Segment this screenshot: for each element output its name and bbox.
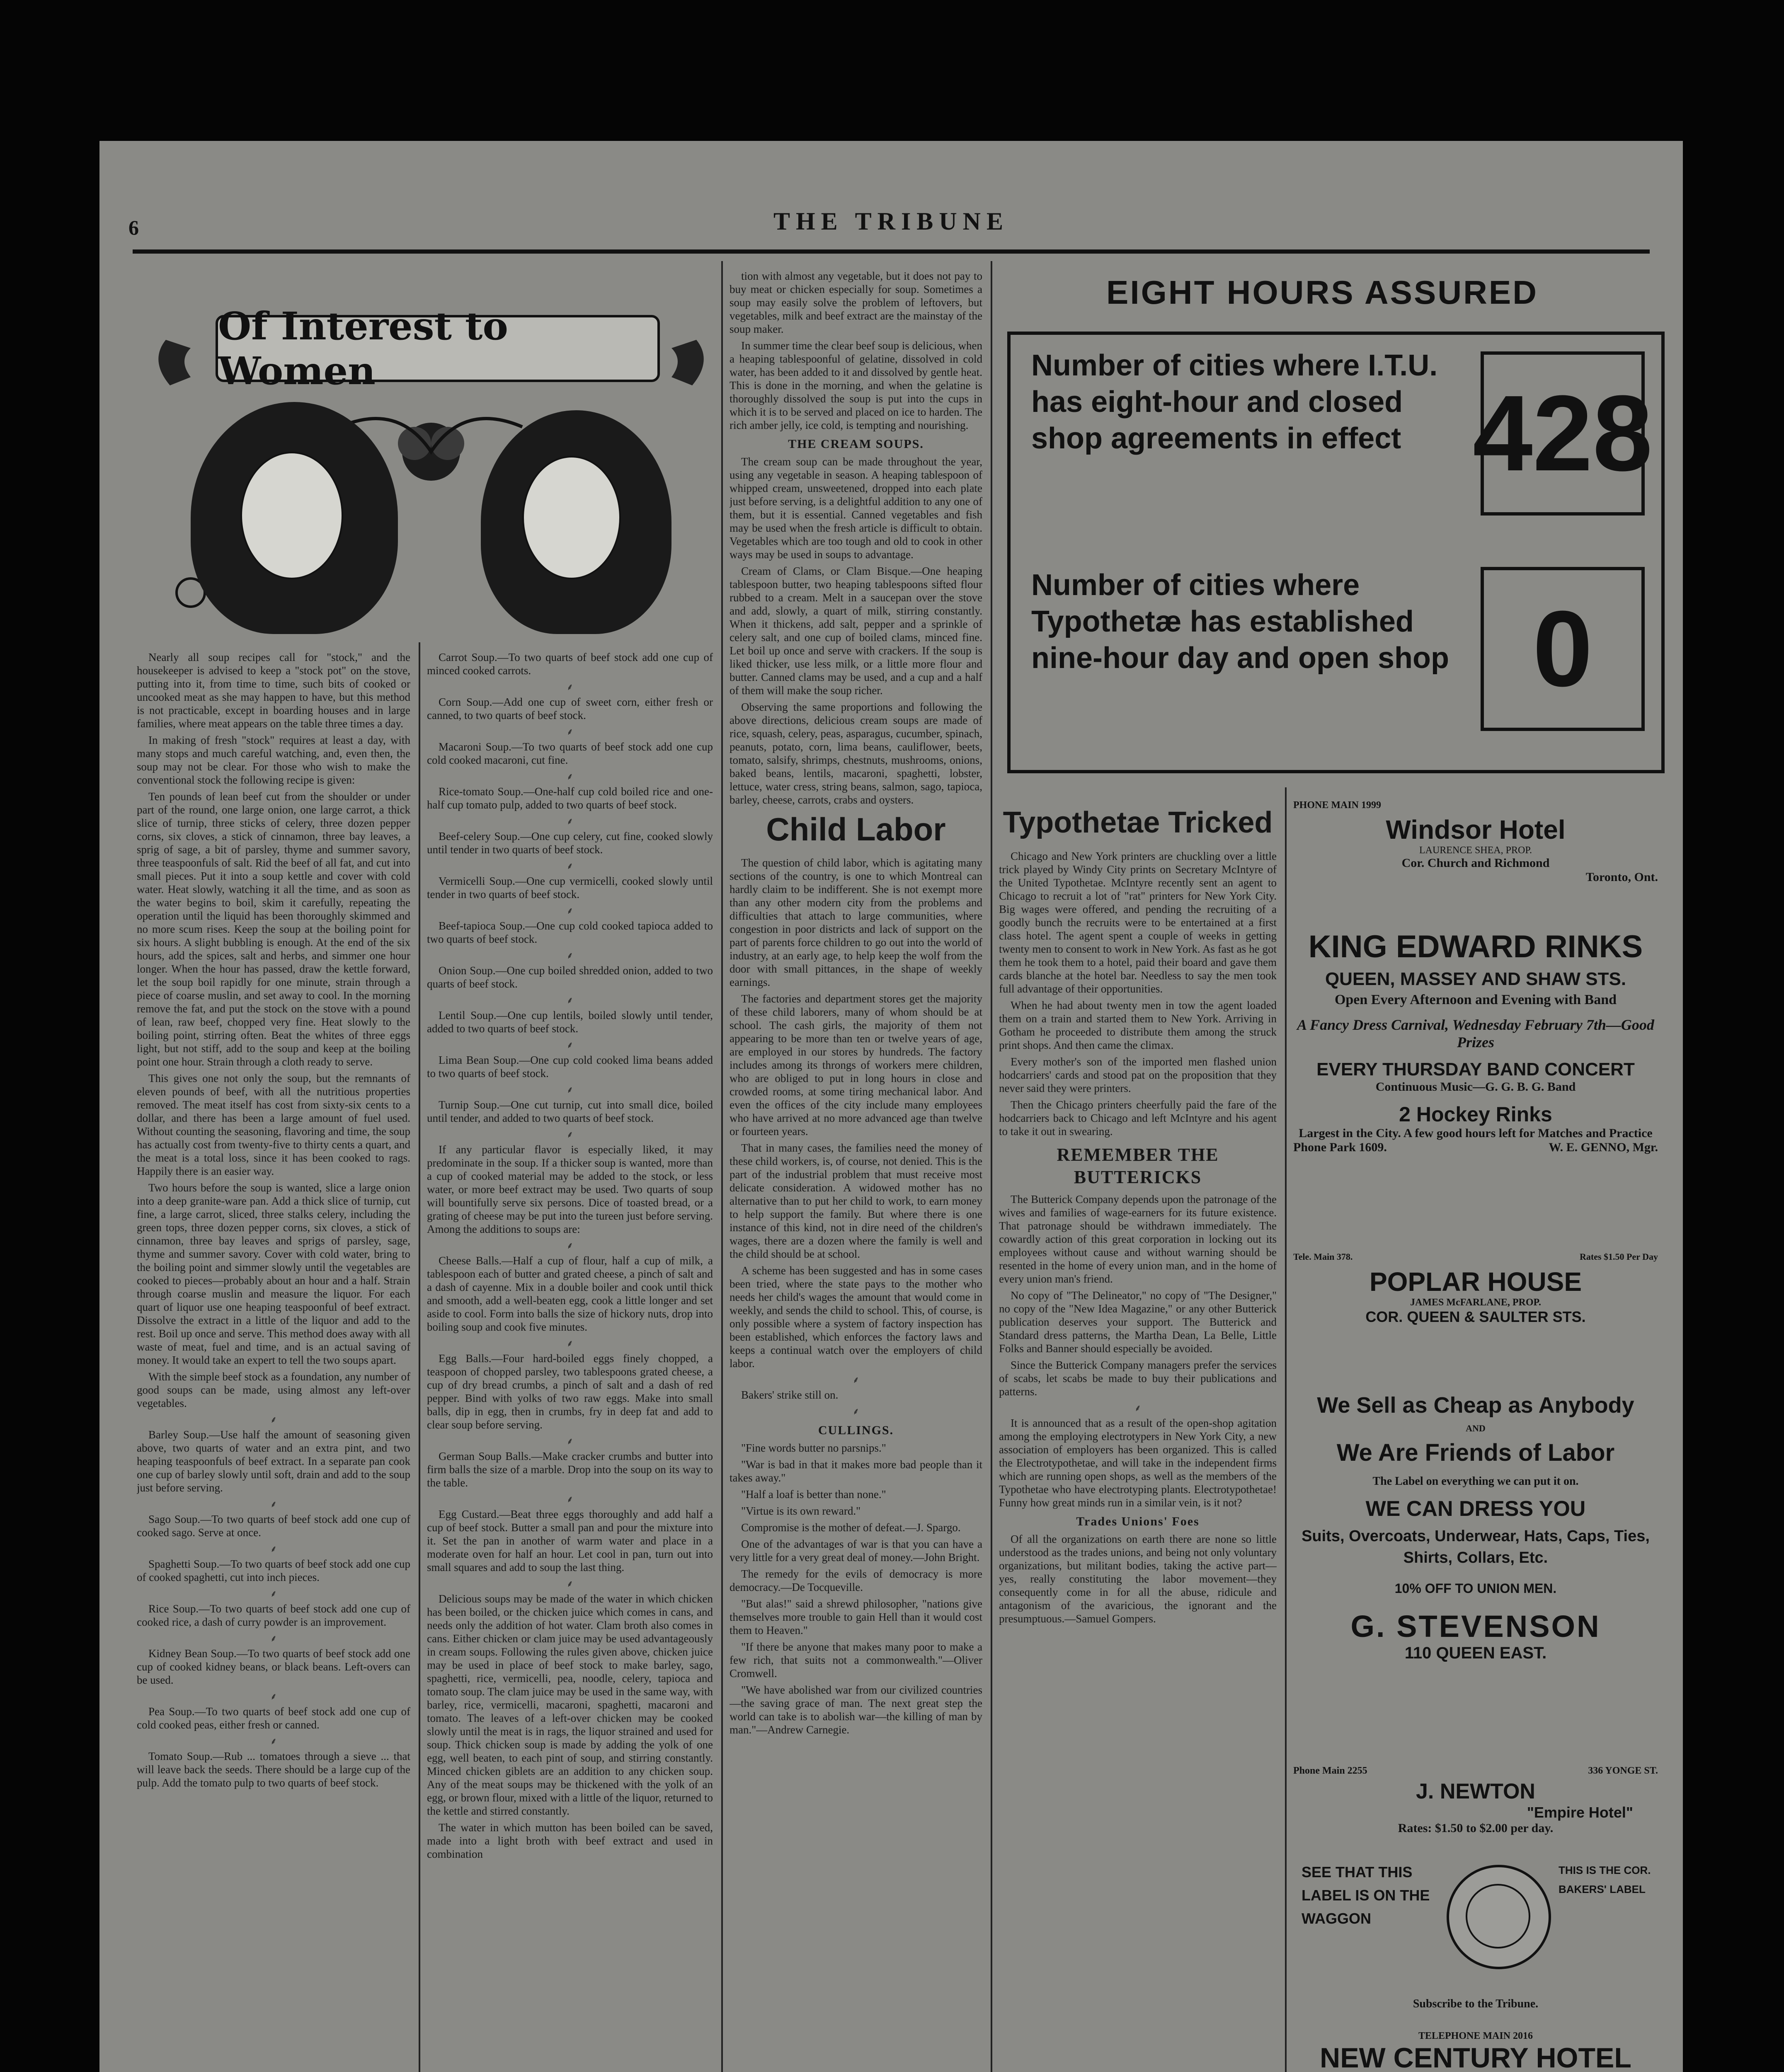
article-paragraph: Nearly all soup recipes call for "stock," and the housekeeper is advised to keep a "stock pot" on the stove, putting into it, from time to time, such bits of cooked or uncooked meat as she may happen to have, but this method is not practicable, except in boarding houses and in large families, where meat appears on the table three times a day. — [137, 651, 410, 730]
separator: ⸙ — [566, 950, 574, 961]
article-paragraph: It is announced that as a result of the open-shop agitation among the employing electrotypers in New York City, a new association of employers has been organized. This is called the Electrotypothetae, and will take in the independent firms which are running open shops, as well as the members of the Typothetae who have electrotyping plants. Electrotypothetae! Funny how great minds run in a similar vein, is it not? — [999, 1417, 1277, 1509]
subscribe-note — [1293, 1997, 1658, 2018]
nine-hour-cities-count: 0 — [1481, 567, 1645, 731]
article-paragraph: Chicago and New York printers are chuckling over a little trick played by Windy City prints on Secretary McIntyre of the United Typothetae. McIntyre recently sent an agent to Chicago to recruit a lot of "rat" printers for New York City. Big wages were offered, and pending the recruiting of a goodly bunch the recruits were to be entertained at a first class hotel. The agent spent a couple of weeks in getting twenty men to consent to work in New York. As fast as he got them he took them to a hotel, paid their board and gave them cards blanche at the hotel bar. Needless to say the men took full advantage of their opportunities. — [999, 850, 1277, 995]
article-paragraph: Then the Chicago printers cheerfully paid the fare of the hodcarriers back to Chicago and left McIntyre and his agent to take it out in swearing. — [999, 1099, 1277, 1138]
rinks-hockey-note: Largest in the City. A few good hours left for Matches and Practice — [1299, 1126, 1653, 1140]
culling-item: "Virtue is its own reward." — [741, 1505, 861, 1517]
article-paragraph: Every mother's son of the imported men flashed union hodcarriers' cards and stood pat on the proposition that they never said they were printers. — [999, 1055, 1277, 1094]
woman-face-right — [522, 456, 621, 579]
newton-address: 336 YONGE ST. — [1588, 1765, 1658, 1776]
recipe-paragraph: Lentil Soup.—One cup lentils, boiled slowly until tender, added to two quarts of beef stock. — [427, 1009, 713, 1035]
article-paragraph: Of all the organizations on earth there are none so little understood as the trades unions, and being not only voluntary organizations, but militant bodies, taking the active part—yes, really constituting the labor movement—they consequently come in for all the abuse, ridicule and antagonism of the avaricious, the ignorant and the presumptuous.—Samuel Gompers. — [999, 1533, 1277, 1625]
strike-note: Bakers' strike still on. — [741, 1389, 839, 1401]
recipe-paragraph: Onion Soup.—One cup boiled shredded onion, added to two quarts of beef stock. — [427, 964, 713, 990]
poplar-tel: Tele. Main 378. — [1293, 1251, 1353, 1262]
culling-item: "Fine words butter no parsnips." — [741, 1442, 886, 1454]
article-paragraph: When he had about twenty men in tow the agent loaded them on a train and started them to New York. Arriving in Gotham he proceeded to distribute them among the struck print shops. And then came the climax. — [999, 999, 1277, 1051]
butterick-headline: REMEMBER THE BUTTERICKS — [1057, 1145, 1219, 1187]
separator: ⸙ — [566, 1040, 574, 1050]
banner-title: Of Interest to Women — [216, 315, 660, 382]
article-paragraph: Ten pounds of lean beef cut from the shoulder or under part of the round, one large onion, one large carrot, a thick slice of turnip, three sticks of celery, three dozen pepper corns, six cloves, a stick of cinnamon, three bay leaves, a sprig of sage, a bit of parsley, thyme and summer savory, three teaspoonfuls of salt. Rid the beef of all fat, and cut into small pieces. Put it into a soup kettle and cover with cold water. Heat slowly, watching it all the time, and as soon as the water begins to boil, skim it carefully, repeating the operation until the liquid has been thoroughly skimmed and no more scum rises. Keep the soup at the boiling point for six hours. A slight bubbling is enough. At the end of the six hours, add the spices, salt and herbs, and simmer one hour longer. When the hour has passed, draw the kettle forward, let the soup boil rapidly for one minute, strain through a piece of coarse muslin, and set away to cool. In the morning remove the fat, and put the stock on the stove with a pound of lean, raw beef, chopped very fine. Heat slowly to the boiling point, stirring often. Beat the whites of three eggs light, but not stiff, add to the soup and keep at the boiling point one hour. Strain through a cloth ready to serve. — [137, 790, 410, 1068]
recipe-paragraph: Turnip Soup.—One cut turnip, cut into small dice, boiled until tender, and added to two quarts of beef stock. — [427, 1099, 713, 1124]
running-head: THE TRIBUNE — [773, 208, 1009, 235]
label-notice-right: THIS IS THE COR. BAKERS' LABEL — [1559, 1864, 1651, 1895]
stevenson-label: The Label on everything we can put it on. — [1372, 1475, 1579, 1488]
separator: ⸙ — [270, 1588, 277, 1599]
separator: ⸙ — [270, 1736, 277, 1746]
article-paragraph: The factories and department stores get the majority of these child laborers, many of whom should be at school. The cash girls, the majority of them not appearing to be more than ten or twelve years of age, are employed in our stores by hundreds. The factory includes among its throngs of workers mere children, who are obliged to put in long hours in close and crowded rooms, at some tiring mechanical labor. And even the offices of the city include many employees who have arrived at no more advanced age than twelve or fourteen years. — [730, 992, 982, 1138]
article-paragraph: A scheme has been suggested and has in some cases been tried, where the state pays to the mother who needs her child's wages the amount that would come in weekly, and sends the child to school. This, of course, is only possible where a system of factory inspection has been established, which enforces the factory laws and keeps a continual watch over the employers of child labor. — [730, 1264, 982, 1370]
article-paragraph: In summer time the clear beef soup is delicious, when a heaping tablespoonful of gelatine, dissolved in cold water, has been added to it and dissolved by gentle heat. This is done in the morning, and when the gelatine is thoroughly dissolved the soup is put into the cups in which it is to be served and placed on ice to harden. The rich amber jelly, ice cold, is tempting and nourishing. — [730, 339, 982, 431]
page-number: 6 — [128, 216, 139, 239]
newspaper-page — [99, 141, 1683, 2072]
recipe-paragraph: Cheese Balls.—Half a cup of flour, half a cup of milk, a tablespoon each of butter and grated cheese, a pinch of salt and a dash of cayenne. Mix in a double boiler and cook until thick and smooth, add a well-beaten egg, cook a little longer and set aside to cool. Form into balls the size of hickory nuts, drop into boiling soup and cook five minutes. — [427, 1254, 713, 1333]
separator: ⸙ — [566, 1578, 574, 1589]
recipe-paragraph: Kidney Bean Soup.—To two quarts of beef stock add one cup of cooked kidney beans, or black beans. Left-overs can be used. — [137, 1647, 410, 1686]
separator: ⸙ — [852, 1375, 860, 1385]
recipe-paragraph: Macaroni Soup.—To two quarts of beef stock add one cup cold cooked macaroni, cut fine. — [427, 741, 713, 766]
column-rule — [1285, 787, 1287, 2072]
culling-item: The remedy for the evils of democracy is more democracy.—De Tocqueville. — [730, 1568, 982, 1593]
recipe-paragraph: Rice-tomato Soup.—One-half cup cold boiled rice and one-half cup tomato pulp, added to two quarts of beef stock. — [427, 785, 713, 811]
article-paragraph: With the simple beef stock as a foundation, any number of good soups can be made, using almost any left-over vegetables. — [137, 1370, 410, 1409]
article-paragraph: The question of child labor, which is agitating many sections of the country, is one to which Montreal can hardly claim to be indifferent. She is not exempt more than any other modern city from the problems and difficulties that attach to large communities, where congestion in poor districts and lack of support on the part of parents force children to go out into the world of industry, at an early age, to help keep the wolf from the door with small pittances, in the shape of weekly earnings. — [730, 857, 982, 988]
article-paragraph: The cream soup can be made throughout the year, using any vegetable in season. A heaping tablespoon of whipped cream, unsweetened, dropped into each plate just before serving, is a delightful addition to any one of them, but it is essential. Canned vegetables and fish may be used when the fresh article is difficult to obtain. Vegetables which are too tough and old to cook in other ways may be used in soups to advantage. — [730, 455, 982, 561]
separator: ⸙ — [566, 1240, 574, 1251]
new-century-hotel-ad — [1293, 2031, 1658, 2072]
column-rule — [419, 642, 420, 2072]
culling-item: "If there be anyone that makes many poor to make a few rich, that suits not a commonwealth."—Oliver Cromwell. — [730, 1641, 982, 1680]
poplar-prop: JAMES McFARLANE, PROP. — [1410, 1297, 1541, 1308]
cream-soups-heading: THE CREAM SOUPS. — [788, 437, 924, 451]
recipe-paragraph: Egg Custard.—Beat three eggs thoroughly and add half a cup of beef stock. Butter a small pan and pour the mixture into it. Set the pan in another of warm water and place in a moderate oven for half an hour. Let cool in pan, turn out into small squares and add to soup the last thing. — [427, 1508, 713, 1573]
separator: ⸙ — [566, 1084, 574, 1095]
subscribe-text: Subscribe to the Tribune. — [1413, 1997, 1539, 2010]
rinks-phone: Phone Park 1609. — [1293, 1140, 1387, 1154]
rinks-hours: Open Every Afternoon and Evening with Band — [1334, 992, 1617, 1007]
culling-item: "We have abolished war from our civilized countries—the saving grace of man. The next great step the world can take is to abolish war—the killing of man by man."—Andrew Carnegie. — [730, 1684, 982, 1736]
bakers-union-label — [1447, 1865, 1551, 1969]
column-rule — [991, 261, 992, 2072]
trades-unions-foes-heading: Trades Unions' Foes — [1076, 1515, 1200, 1528]
stevenson-ad — [1293, 1384, 1658, 1757]
separator: ⸙ — [852, 1406, 860, 1416]
separator: ⸙ — [270, 1499, 277, 1509]
windsor-name: Windsor Hotel — [1386, 815, 1566, 845]
separator: ⸙ — [566, 726, 574, 737]
stevenson-line1: We Sell as Cheap as Anybody — [1317, 1393, 1634, 1418]
separator: ⸙ — [566, 905, 574, 916]
recipe-paragraph: Carrot Soup.—To two quarts of beef stock add one cup of minced cooked carrots. — [427, 651, 713, 677]
separator: ⸙ — [566, 1494, 574, 1504]
recipe-paragraph: Tomato Soup.—Rub ... tomatoes through a sieve ... that will leave back the seeds. There should be a large cup of the pulp. Add the tomato pulp to two quarts of beef stock. — [137, 1750, 410, 1789]
article-paragraph: This gives one not only the soup, but the remnants of eleven pounds of beef, with all the nutritious properties removed. The meat itself has cost from sixty-six cents to a dollar, and there has been a large amount of fuel used. Without counting the seasoning, flavoring and time, the soup has actually cost from twenty-five to thirty cents a quart, and the meat is a total loss, since it has been cooked to rags. Happily there is an easier way. — [137, 1072, 410, 1177]
article-paragraph: Since the Butterick Company managers prefer the services of scabs, let scabs be made to buy their publications and patterns. — [999, 1359, 1277, 1398]
poplar-header — [1293, 1251, 1658, 1262]
poplar-rate: Rates $1.50 Per Day — [1580, 1251, 1658, 1262]
recipe-paragraph: Vermicelli Soup.—One cup vermicelli, cooked slowly until tender in two quarts of beef stock. — [427, 875, 713, 900]
rinks-location: QUEEN, MASSEY AND SHAW STS. — [1325, 969, 1626, 989]
child-labor-headline: Child Labor — [766, 811, 946, 847]
typothetae-headline: Typothetae Tricked — [1003, 806, 1273, 839]
poplar-name: POPLAR HOUSE — [1369, 1267, 1582, 1297]
rinks-concert: EVERY THURSDAY BAND CONCERT — [1316, 1059, 1635, 1080]
newton-header — [1293, 1765, 1658, 1777]
soup-recipes-column-2 — [427, 651, 713, 2072]
windsor-address: Cor. Church and Richmond — [1401, 856, 1550, 870]
rinks-footer — [1293, 1140, 1658, 1155]
stevenson-discount: 10% OFF TO UNION MEN. — [1394, 1581, 1557, 1596]
recipe-paragraph: Beef-tapioca Soup.—One cup cold cooked tapioca added to two quarts of beef stock. — [427, 920, 713, 945]
stevenson-line2: We Are Friends of Labor — [1336, 1439, 1615, 1466]
windsor-prop: LAURENCE SHEA, PROP. — [1419, 845, 1532, 856]
separator: ⸙ — [270, 1544, 277, 1554]
article-paragraph: Two hours before the soup is wanted, slice a large onion into a deep granite-ware pan. Add a thick slice of turnip, cut fine, a large carrot, sliced, three stalks celery, including the green tops, three dozen pepper corns, six cloves, a stick of cinnamon, three bay leaves and sprigs of parsley, sage, thyme and summer savory. Cover with cold water, bring to the boiling point and simmer slowly until the vegetables are cooked to pieces—probably about an hour and a half. Strain through coarse muslin and measure the liquor. For each quart of liquor use one heaping teaspoonful of beef extract. Dissolve the extract in a little of the liquor and add to the rest. Boil up once and serve. This method does away with all waste of meat, fuel and time, and is an actual saving of money. It would take an expert to tell the two soups apart. — [137, 1181, 410, 1366]
recipe-paragraph: The water in which mutton has been boiled can be saved, made into a light broth with beef extract and used in combination — [427, 1821, 713, 1860]
article-paragraph: tion with almost any vegetable, but it does not pay to buy meat or chicken especially for soup. Sometimes a soup may easily solve the problem of leftovers, but vegetables, milk and beef extract are the mainstay of the soup maker. — [730, 270, 982, 335]
woman-face-left — [240, 452, 343, 579]
newton-ad — [1293, 1765, 1658, 1857]
recipe-paragraph: If any particular flavor is especially liked, it may predominate in the soup. If a thicker soup is wanted, more than a cup of cooked material may be added to the stock, or less water, or more beef extract may be used. Two quarts of soup will bountifully serve six persons. Dice of toasted bread, or a grating of cheese may be put into the tureen just before serving. Among the additions to soups are: — [427, 1143, 713, 1235]
column-rule — [721, 261, 723, 2072]
recipe-paragraph: Barley Soup.—Use half the amount of seasoning given above, two quarts of water and an extra pint, and two heaping teaspoonfuls of beef extract. In a separate pan cook one cup of barley slowly until soft, drain and add to the soup just before serving. — [137, 1428, 410, 1494]
label-notice-left: SEE THAT THIS LABEL IS ON THE WAGGON — [1302, 1864, 1430, 1927]
article-paragraph: Observing the same proportions and following the above directions, delicious cream soups are made of rice, squash, celery, peas, asparagus, cucumber, spinach, peanuts, potato, corn, lima beans, cauliflower, beets, tomato, salsify, shrimps, chestnuts, mushrooms, onions, baked beans, lentils, macaroni, spaghetti, lobster, lettuce, water cress, string beans, salmon, sago, tapioca, barley, cheese, carrots, crabs and oysters. — [730, 701, 982, 806]
culling-item: "War is bad in that it makes more bad people than it takes away." — [730, 1458, 982, 1484]
rinks-manager: W. E. GENNO, Mgr. — [1549, 1140, 1658, 1154]
culling-item: Compromise is the mother of defeat.—J. Spargo. — [741, 1521, 961, 1534]
article-paragraph: No copy of "The Delineator," no copy of "The Designer," no copy of the "New Idea Magazine," or any other Butterick publication deserves your support. The Butterick and Standard dress patterns, the Martha Dean, La Belle, Little Folks and Banner should especially be avoided. — [999, 1289, 1277, 1355]
separator: ⸙ — [566, 771, 574, 782]
masthead-rule — [133, 249, 1650, 254]
stevenson-name: G. STEVENSON — [1350, 1609, 1601, 1644]
separator: ⸙ — [270, 1414, 277, 1425]
stevenson-address: 110 QUEEN EAST. — [1404, 1644, 1547, 1662]
recipe-paragraph: Pea Soup.—To two quarts of beef stock add one cup of cold cooked peas, either fresh or canned. — [137, 1705, 410, 1731]
separator: ⸙ — [566, 1436, 574, 1446]
separator: ⸙ — [566, 861, 574, 871]
culling-item: "But alas!" said a shrewd philosopher, "nations give themselves more trouble to gain Hell than it would cost them to Heaven." — [730, 1598, 982, 1636]
eight-hour-cities-text: Number of cities where I.T.U. has eight-hour and closed shop agreements in effect — [1031, 349, 1438, 455]
union-label-seal — [1466, 1884, 1530, 1949]
stevenson-and: AND — [1466, 1423, 1486, 1433]
king-edward-rinks-ad — [1293, 928, 1658, 1243]
newton-name: J. NEWTON — [1416, 1779, 1535, 1803]
newton-rates: Rates: $1.50 to $2.00 per day. — [1398, 1821, 1554, 1835]
separator: ⸙ — [566, 1129, 574, 1140]
recipe-paragraph: Lima Bean Soup.—One cup cold cooked lima beans added to two quarts of beef stock. — [427, 1054, 713, 1080]
recipe-paragraph: Corn Soup.—Add one cup of sweet corn, either fresh or canned, to two quarts of beef stock. — [427, 696, 713, 721]
typothetae-column — [999, 800, 1277, 2072]
century-phone: TELEPHONE MAIN 2016 — [1418, 2031, 1533, 2041]
stevenson-items: Suits, Overcoats, Underwear, Hats, Caps, Ties, Shirts, Collars, Etc. — [1302, 1527, 1650, 1566]
cullings-heading: CULLINGS. — [818, 1423, 894, 1437]
separator: ⸙ — [566, 995, 574, 1005]
rinks-hockey: 2 Hockey Rinks — [1399, 1103, 1552, 1126]
recipe-paragraph: Egg Balls.—Four hard-boiled eggs finely chopped, a teaspoon of chopped parsley, two tablespoons grated cheese, a cup of dry bread crumbs, a pinch of salt and a dash of red pepper. Bind with yolks of two raw eggs. Make into small balls, dip in egg, then in crumbs, fry in deep fat and add to clear soup before serving. — [427, 1352, 713, 1431]
eight-hours-box — [1007, 332, 1665, 773]
poplar-address: COR. QUEEN & SAULTER STS. — [1365, 1308, 1586, 1325]
recipe-paragraph: Spaghetti Soup.—To two quarts of beef stock add one cup of cooked spaghetti, cut into inch pieces. — [137, 1558, 410, 1583]
women-banner — [141, 278, 721, 642]
culling-item: One of the advantages of war is that you can have a very little for a very great deal of money.—John Bright. — [730, 1538, 982, 1564]
recipe-paragraph: Delicious soups may be made of the water in which chicken has been boiled, or the chicken juice which comes in cans, and needs only the addition of hot water. Clam broth also comes in cans. Either chicken or clam juice may be used advantageously in cream soups. Following the rules given above, chicken juice may be used in place of beef stock to make barley, sago, spaghetti, rice, vermicelli, pea, noodle, celery, tapioca and tomato soup. The clam juice may be used in the same way, with barley, rice, vermicelli, macaroni, spaghetti, macaroni and tomato. The leaves of a left-over chicken may be cooked slowly until the meat is in rags, the liquor strained and used for soup. Thick chicken soup is made by adding the yolk of one egg, well beaten, to each pint of soup, and stirring constantly. Minced chicken giblets are an addition to any chicken soup. Any of the meat soups may be thickened with the yolk of an egg, or brown flour, mixed with a little of the liquor, returned to the kettle and stirred constantly. — [427, 1593, 713, 1817]
separator: ⸙ — [566, 682, 574, 692]
eight-hours-heading: EIGHT HOURS ASSURED — [1106, 274, 1538, 311]
cream-soups-and-child-labor-column — [730, 269, 982, 2072]
article-paragraph: In making of fresh "stock" requires at least a day, with many stops and much careful watching, and, even then, the soup may not be clear. For those who wish to make the conventional stock the following recipe is given: — [137, 734, 410, 786]
recipe-paragraph: German Soup Balls.—Make cracker crumbs and butter into firm balls the size of a marble. Drop into the soup on its way to the table. — [427, 1450, 713, 1489]
union-label-notice-right — [1559, 1861, 1658, 1968]
century-name: NEW CENTURY HOTEL — [1320, 2042, 1631, 2072]
windsor-city: Toronto, Ont. — [1585, 870, 1658, 884]
rinks-name: KING EDWARD RINKS — [1308, 929, 1643, 964]
separator: ⸙ — [566, 816, 574, 826]
poplar-house-ad — [1293, 1251, 1658, 1376]
separator: ⸙ — [566, 1338, 574, 1348]
article-paragraph: Cream of Clams, or Clam Bisque.—One heaping tablespoon butter, two heaping tablespoons sifted flour rubbed to a cream. Melt in a saucepan over the stove and add, slowly, a quart of milk, stirring constantly. When it thickens, add salt, pepper and a sprinkle of celery salt, and one cup of boiled clams, minced fine. Let boil up once and serve with crackers. If the soup is liked thicker, use less milk, or a little more flour and butter. Canned clams may be used, and a cup and a half of them will make the soup richer. — [730, 565, 982, 697]
rinks-carnival: A Fancy Dress Carnival, Wednesday February 7th—Good Prizes — [1297, 1017, 1654, 1051]
recipe-paragraph: Rice Soup.—To two quarts of beef stock add one cup of cooked rice, a dash of curry powder is an improvement. — [137, 1602, 410, 1628]
nine-hour-cities-text: Number of cities where Typothetæ has established nine-hour day and open shop — [1031, 569, 1449, 675]
newton-hotel: "Empire Hotel" — [1527, 1804, 1633, 1821]
eight-hour-cities-count: 428 — [1481, 351, 1645, 516]
separator: ⸙ — [1134, 1403, 1142, 1413]
separator: ⸙ — [270, 1691, 277, 1702]
soup-recipes-column-1 — [137, 651, 410, 2072]
article-paragraph: The Butterick Company depends upon the patronage of the wives and families of wage-earners for its future existence. That patronage should be withdrawn immediately. The cowardly action of this great corporation in locking out its employees without cause and without warning should be resented in the home of every union man, and in the home of every union man's friend. — [999, 1193, 1277, 1285]
separator: ⸙ — [270, 1633, 277, 1644]
culling-item: "Half a loaf is better than none." — [741, 1488, 886, 1501]
recipe-paragraph: Beef-celery Soup.—One cup celery, cut fine, cooked slowly until tender in two quarts of beef stock. — [427, 830, 713, 856]
rinks-music: Continuous Music—G. G. B. G. Band — [1375, 1080, 1576, 1094]
stevenson-dress: WE CAN DRESS YOU — [1365, 1497, 1586, 1521]
windsor-phone: PHONE MAIN 1999 — [1293, 800, 1381, 811]
article-paragraph: That in many cases, the families need the money of these child workers, is, of course, not denied. This is the part of the industrial problem that must receive most delicate consideration. A widowed mother has no alternative than to put her child to work, to earn money to help support the family. But where there is one instance of this kind, not in dire need of the children's wages, there are a dozen where the family is well and the child should be at school. — [730, 1142, 982, 1260]
windsor-hotel-ad — [1293, 800, 1658, 924]
union-label-notice — [1302, 1861, 1442, 1968]
recipe-paragraph: Sago Soup.—To two quarts of beef stock add one cup of cooked sago. Serve at once. — [137, 1513, 410, 1539]
newton-phone: Phone Main 2255 — [1293, 1765, 1367, 1776]
